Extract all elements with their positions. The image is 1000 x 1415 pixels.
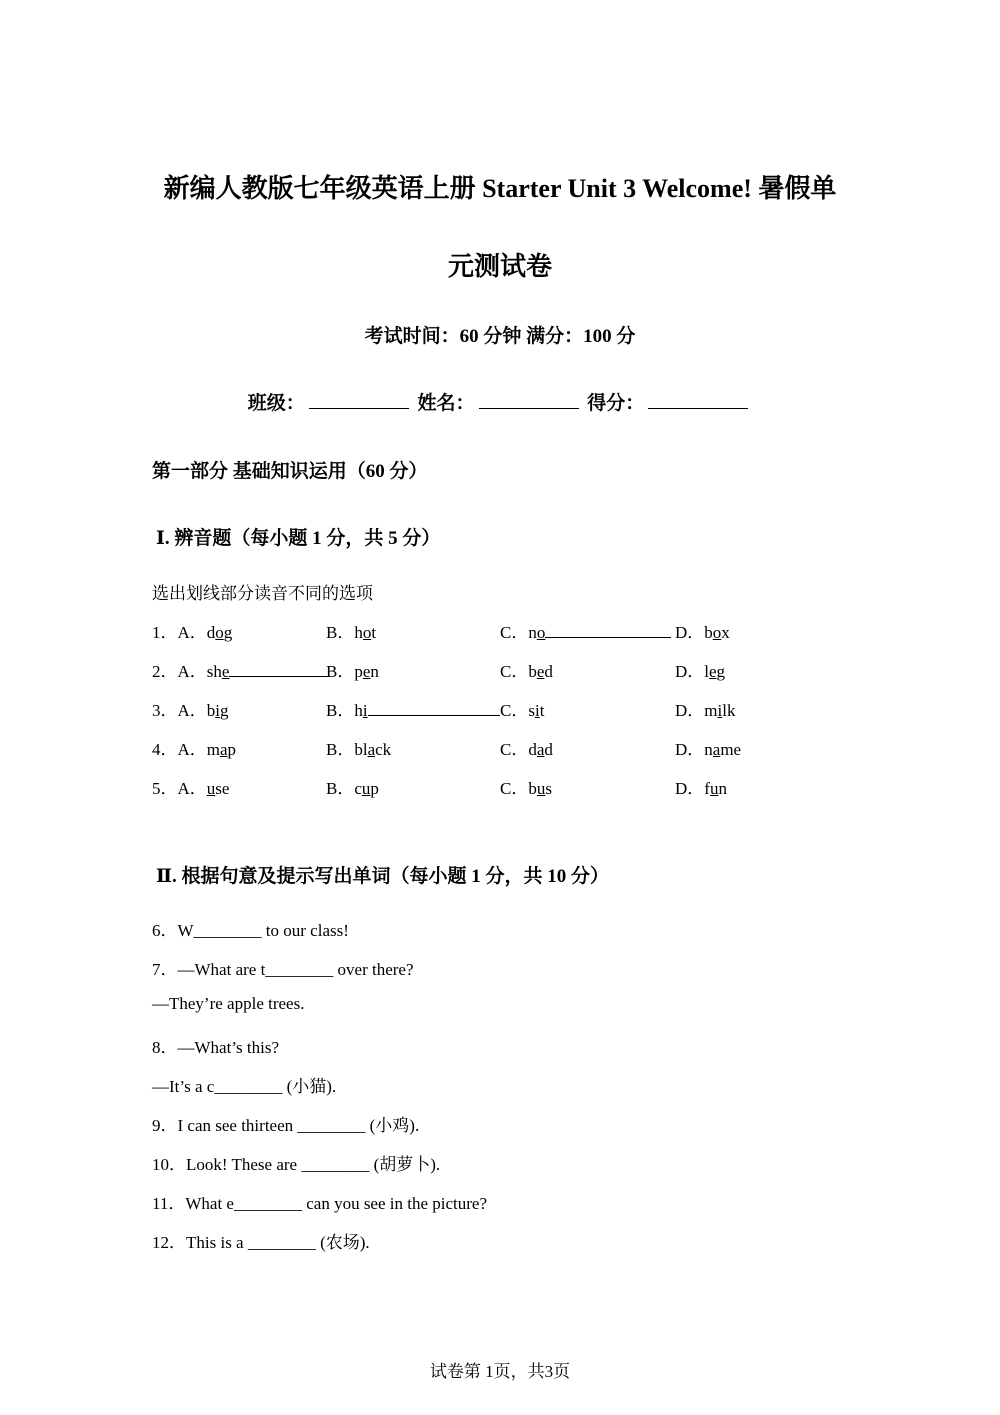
class-label: 班级： bbox=[247, 393, 305, 414]
section2-heading: Ⅱ. 根据句意及提示写出单词（每小题 1 分，共 10 分） bbox=[156, 866, 610, 887]
question-line: —They’re apple trees. bbox=[152, 994, 305, 1013]
underlined-letter: e bbox=[709, 662, 717, 681]
underlined-letter: e bbox=[221, 662, 230, 681]
question-line: 12．This is a ________ (农场). bbox=[152, 1233, 370, 1252]
exam-info: 考试时间：60 分钟 满分：100 分 bbox=[364, 326, 636, 347]
question-line: 7．—What are t________ over there? bbox=[152, 960, 414, 979]
score-label: 得分： bbox=[587, 393, 645, 414]
underlined-letter: a bbox=[220, 740, 228, 759]
question-line: 11．What e________ can you see in the picture? bbox=[152, 1194, 488, 1213]
underlined-letter: i bbox=[717, 701, 723, 720]
score-blank[interactable] bbox=[648, 390, 748, 409]
underlined-letter: a bbox=[536, 740, 545, 759]
option-b: B．black bbox=[326, 740, 392, 759]
underlined-letter: u bbox=[361, 779, 371, 798]
section1-heading: Ⅰ. 辨音题（每小题 1 分，共 5 分） bbox=[156, 528, 441, 549]
option-a: 4．A．map bbox=[152, 740, 237, 759]
question-line: 6．W________ to our class! bbox=[152, 921, 349, 940]
underline-extension bbox=[545, 621, 671, 638]
phonics-question-row bbox=[152, 735, 852, 759]
option-d: D．fun bbox=[675, 779, 727, 798]
underlined-letter: e bbox=[536, 662, 545, 681]
question-line: 9．I can see thirteen ________ (小鸡). bbox=[152, 1116, 420, 1135]
option-c: C．no bbox=[500, 618, 671, 643]
phonics-question-row bbox=[152, 657, 852, 681]
underlined-letter: u bbox=[536, 779, 546, 798]
option-c: C．sit bbox=[500, 701, 545, 720]
underline-extension bbox=[368, 699, 500, 716]
option-d: D．box bbox=[675, 623, 730, 642]
section1-instruction: 选出划线部分读音不同的选项 bbox=[152, 584, 373, 604]
option-d: D．milk bbox=[675, 701, 736, 720]
option-b: B．cup bbox=[326, 779, 379, 798]
page-title-line2: 元测试卷 bbox=[447, 252, 552, 281]
part1-heading: 第一部分 基础知识运用（60 分） bbox=[152, 461, 428, 482]
class-blank[interactable] bbox=[309, 390, 409, 409]
option-b: B．hi bbox=[326, 696, 500, 721]
option-a: 2．A．she bbox=[152, 657, 329, 682]
student-info bbox=[0, 388, 1000, 415]
page-title-line1: 新编人教版七年级英语上册 Starter Unit 3 Welcome! 暑假单 bbox=[163, 174, 837, 203]
option-a: 1．A．dog bbox=[152, 623, 233, 642]
option-c: C．bus bbox=[500, 779, 552, 798]
underlined-letter: u bbox=[709, 779, 719, 798]
underlined-letter: i bbox=[534, 701, 540, 720]
underline-extension bbox=[229, 660, 329, 677]
option-b: B．hot bbox=[326, 623, 377, 642]
question-line: 10．Look! These are ________ (胡萝卜). bbox=[152, 1155, 441, 1174]
phonics-question-row bbox=[152, 696, 852, 720]
underlined-letter: e bbox=[362, 662, 371, 681]
phonics-question-row bbox=[152, 618, 852, 642]
underlined-letter: o bbox=[536, 623, 546, 642]
name-label: 姓名： bbox=[417, 393, 475, 414]
underlined-letter: o bbox=[215, 623, 224, 642]
question-line: —It’s a c________ (小猫). bbox=[152, 1077, 337, 1096]
underlined-letter: i bbox=[362, 701, 368, 720]
option-d: D．name bbox=[675, 740, 742, 759]
option-c: C．bed bbox=[500, 662, 553, 681]
underlined-letter: i bbox=[215, 701, 221, 720]
underlined-letter: o bbox=[712, 623, 722, 642]
option-d: D．leg bbox=[675, 662, 726, 681]
option-a: 5．A．use bbox=[152, 779, 230, 798]
underlined-letter: u bbox=[206, 779, 216, 798]
underlined-letter: o bbox=[362, 623, 372, 642]
underlined-letter: a bbox=[712, 740, 721, 759]
name-blank[interactable] bbox=[479, 390, 579, 409]
option-a: 3．A．big bbox=[152, 701, 229, 720]
option-c: C．dad bbox=[500, 740, 553, 759]
option-b: B．pen bbox=[326, 662, 379, 681]
question-line: 8．—What’s this? bbox=[152, 1038, 280, 1057]
phonics-question-row bbox=[152, 774, 852, 798]
underlined-letter: a bbox=[367, 740, 376, 759]
page-footer: 试卷第 1页，共3页 bbox=[429, 1362, 571, 1381]
